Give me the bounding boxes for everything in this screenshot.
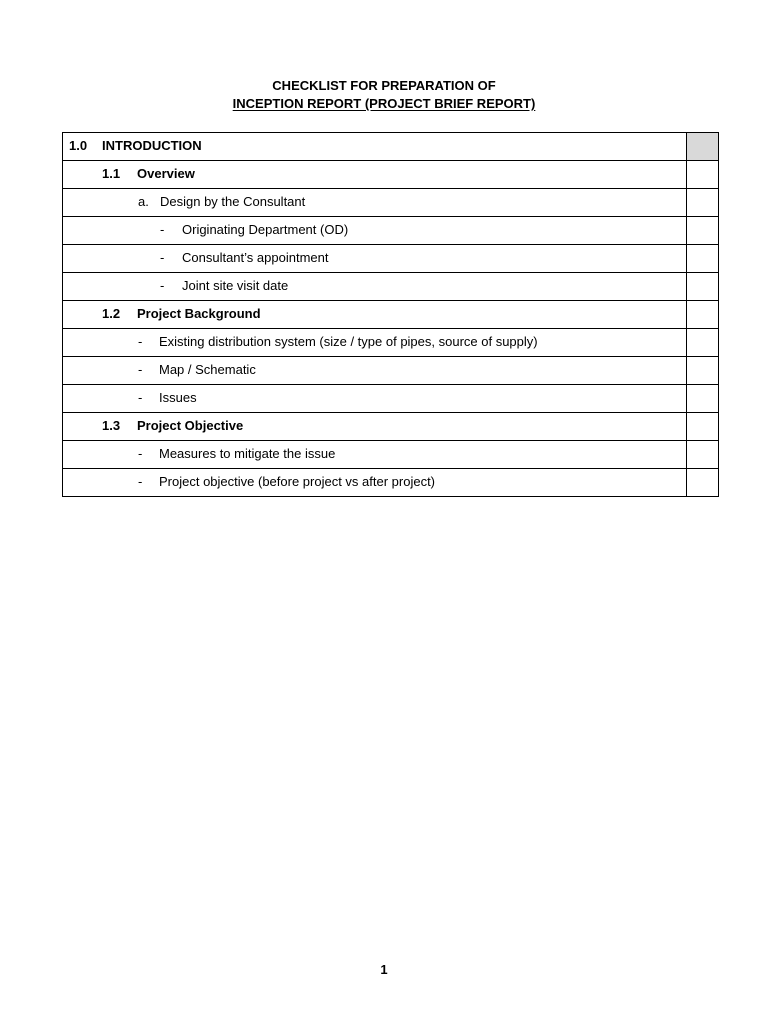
bullet-dash: - [160, 250, 165, 265]
document-subtitle [0, 95, 768, 113]
item-label: Joint site visit date [182, 278, 289, 293]
section-number: 1.0 [69, 138, 88, 153]
document-title-line-2: INCEPTION REPORT (PROJECT BRIEF REPORT) [232, 96, 536, 111]
page-number: 1 [380, 962, 388, 977]
checkbox-cell-header[interactable] [687, 133, 719, 161]
subsection-label: Project Background [137, 306, 261, 321]
checkbox-cell[interactable] [687, 441, 719, 469]
bullet-dash: - [160, 278, 165, 293]
checkbox-cell[interactable] [687, 469, 719, 497]
checkbox-cell[interactable] [687, 385, 719, 413]
item-marker: a. [138, 194, 149, 209]
bullet-dash: - [138, 334, 143, 349]
bullet-dash: - [138, 446, 143, 461]
checklist-row [63, 329, 719, 357]
checklist-item-cell [63, 133, 687, 161]
checklist-table [62, 132, 719, 497]
item-label: Measures to mitigate the issue [159, 446, 336, 461]
document-title [0, 77, 768, 95]
checkbox-cell[interactable] [687, 273, 719, 301]
subsection-number: 1.3 [102, 418, 121, 433]
item-label: Issues [159, 390, 197, 405]
item-label: Design by the Consultant [160, 194, 306, 209]
bullet-dash: - [138, 390, 143, 405]
item-label: Project objective (before project vs after project) [159, 474, 436, 489]
document-title-line-1: CHECKLIST FOR PREPARATION OF [272, 78, 496, 93]
checkbox-cell[interactable] [687, 189, 719, 217]
bullet-dash: - [138, 474, 143, 489]
checklist-row [63, 301, 719, 329]
checkbox-cell[interactable] [687, 357, 719, 385]
bullet-dash: - [138, 362, 143, 377]
section-label: INTRODUCTION [102, 138, 202, 153]
checkbox-cell[interactable] [687, 245, 719, 273]
item-label: Originating Department (OD) [182, 222, 349, 237]
item-label: Existing distribution system (size / type of pipes, source of supply) [159, 334, 538, 349]
subsection-label: Overview [137, 166, 195, 181]
subsection-number: 1.1 [102, 166, 121, 181]
checklist-row [63, 441, 719, 469]
checklist-row [63, 161, 719, 189]
checklist-row [63, 189, 719, 217]
bullet-dash: - [160, 222, 165, 237]
checklist-row [63, 413, 719, 441]
checkbox-cell[interactable] [687, 413, 719, 441]
checklist-row [63, 357, 719, 385]
checklist-row [63, 217, 719, 245]
checklist-row [63, 273, 719, 301]
item-label: Map / Schematic [159, 362, 256, 377]
checkbox-cell[interactable] [687, 329, 719, 357]
subsection-label: Project Objective [137, 418, 244, 433]
checkbox-cell[interactable] [687, 301, 719, 329]
subsection-number: 1.2 [102, 306, 121, 321]
checkbox-cell[interactable] [687, 161, 719, 189]
checkbox-cell[interactable] [687, 217, 719, 245]
checklist-row [63, 385, 719, 413]
item-label: Consultant’s appointment [182, 250, 329, 265]
checklist-row [63, 245, 719, 273]
checklist-section-row [63, 133, 719, 161]
checklist-row [63, 469, 719, 497]
